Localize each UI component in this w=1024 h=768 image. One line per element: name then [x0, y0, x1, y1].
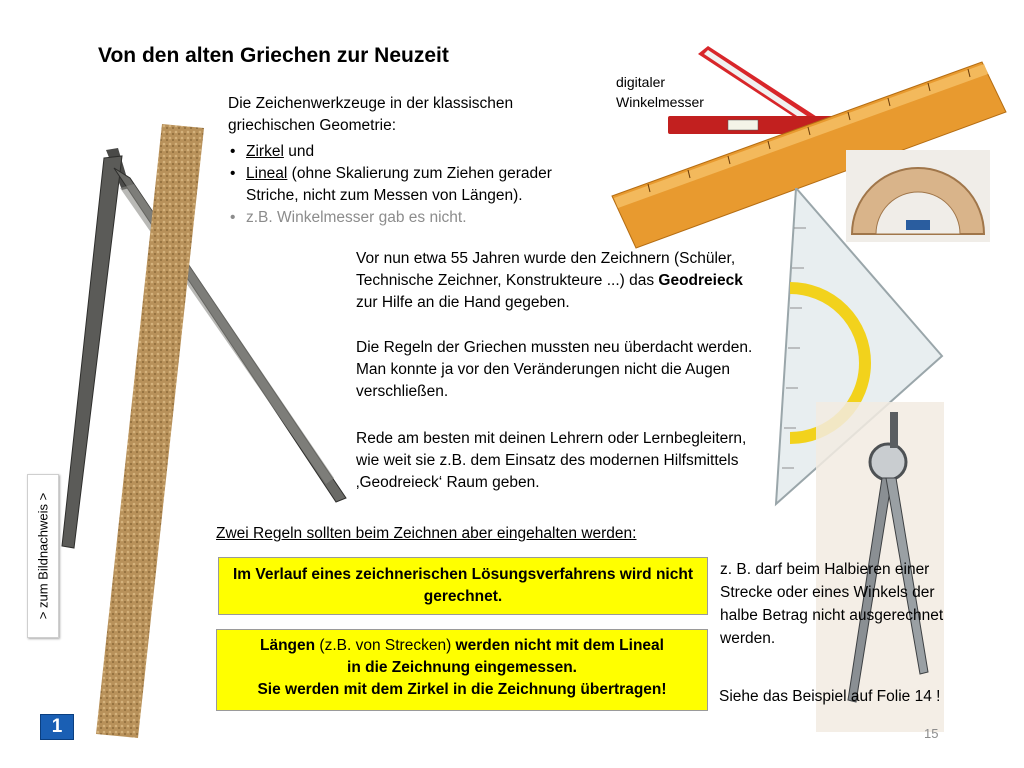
tool-list — [228, 141, 608, 229]
paragraph1-bold: Geodreieck — [658, 272, 743, 289]
rule2-bold2: werden nicht mit dem Lineal — [455, 637, 664, 654]
intro-text — [228, 93, 608, 137]
rule2-line-3: Sie werden mit dem Zirkel in die Zeichnung übertragen! — [257, 681, 667, 698]
caption-line-2: Winkelmesser — [616, 94, 704, 110]
list-item-winkelmesser: • z.B. Winkelmesser gab es nicht. — [228, 207, 608, 229]
rules-heading: Zwei Regeln sollten beim Zeichnen aber eingehalten werden: — [216, 525, 637, 542]
lineal-link[interactable]: Lineal — [246, 165, 288, 182]
lineal-rest: (ohne Skalierung zum Ziehen gerader Striche, nicht zum Messen von Längen). — [246, 165, 552, 204]
page-title: Von den alten Griechen zur Neuzeit — [98, 44, 449, 67]
paragraph-rules: Die Regeln der Griechen mussten neu überdacht werden. Man konnte ja vor den Veränderungen nicht die Augen verschließen. — [356, 339, 753, 400]
see-slide-reference[interactable]: Siehe das Beispiel auf Folie 14 ! — [719, 688, 941, 705]
caption-line-1: digitaler — [616, 74, 666, 90]
paragraph-teachers: Rede am besten mit deinen Lehrern oder Lernbegleitern, wie weit sie z.B. dem Einsatz des modernen Hilfsmittels ‚Geodreieck‘ Raum geben. — [356, 430, 747, 491]
section-badge[interactable]: 1 — [40, 714, 74, 740]
paragraph1-after: zur Hilfe an die Hand gegeben. — [356, 294, 570, 311]
rule2-line-1 — [217, 635, 707, 657]
wooden-straightedge-image — [96, 124, 206, 744]
zirkel-rest: und — [283, 143, 315, 160]
zirkel-link[interactable]: Zirkel — [246, 143, 284, 160]
slide-number: 15 — [924, 726, 939, 741]
rule2-line-2: in die Zeichnung eingemessen. — [347, 659, 577, 676]
intro-line-2: griechischen Geometrie: — [228, 117, 396, 134]
digital-protractor-caption — [616, 72, 704, 112]
image-credits-label: > zum Bildnachweis > — [35, 492, 51, 620]
intro-line-1: Die Zeichenwerkzeuge in der klassischen — [228, 95, 514, 112]
example-note: z. B. darf beim Halbieren einer Strecke oder eines Winkels der halbe Betrag nicht ausgerechnet werden. — [720, 561, 944, 647]
rule-1-box: Im Verlauf eines zeichnerischen Lösungsverfahrens wird nicht gerechnet. — [218, 557, 708, 615]
rule-2-box — [216, 629, 708, 711]
paragraph-geodreieck — [356, 248, 756, 314]
rule2-bold1: Längen — [260, 637, 316, 654]
paragraph1-before: Vor nun etwa 55 Jahren wurde den Zeichnern (Schüler, Technische Zeichner, Konstrukteure ...) das — [356, 250, 736, 289]
list-item-zirkel — [228, 141, 608, 163]
rule2-normal: (z.B. von Strecken) — [315, 637, 456, 654]
image-credits-link[interactable] — [27, 474, 59, 638]
list-item-lineal — [228, 163, 608, 207]
